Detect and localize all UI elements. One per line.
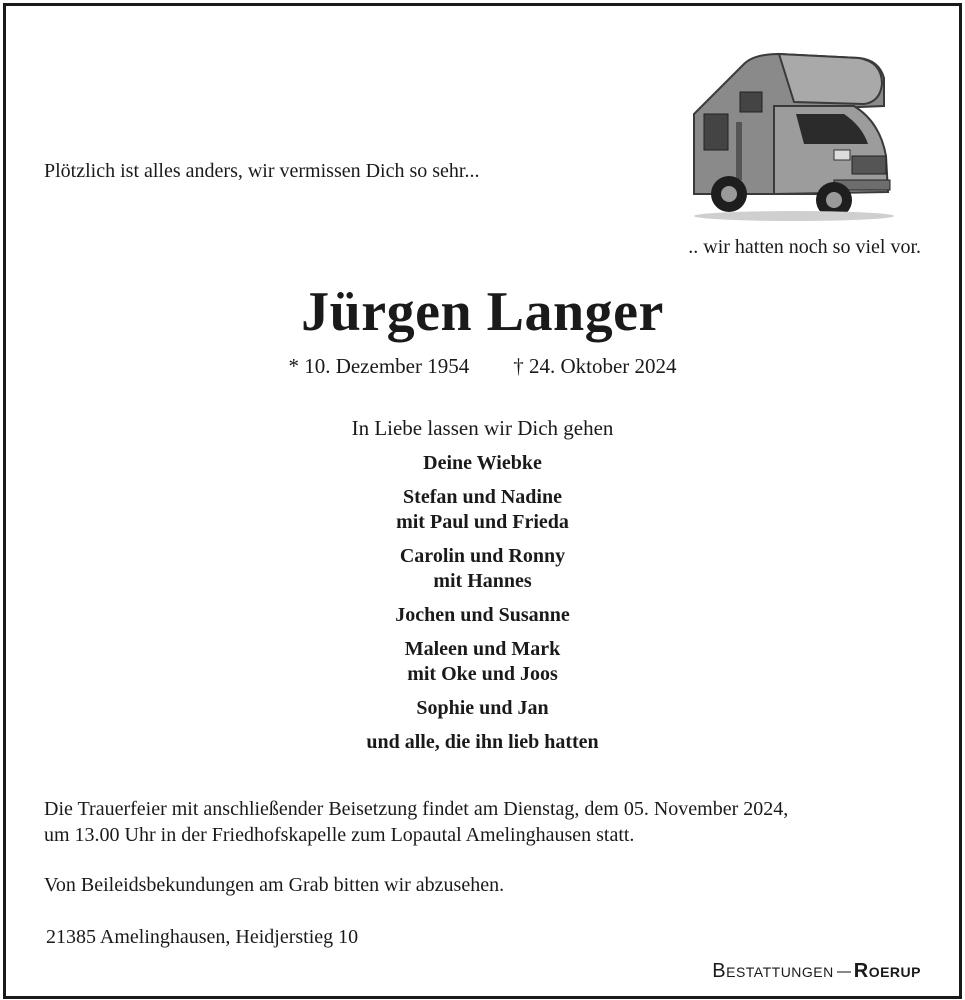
deceased-name: Jürgen Langer	[301, 281, 664, 343]
mourner-line: mit Hannes	[433, 570, 532, 592]
life-dates	[0, 354, 965, 379]
address: 21385 Amelinghausen, Heidjerstieg 10	[46, 926, 359, 948]
mourner-group	[0, 603, 965, 628]
funeral-info	[44, 796, 924, 848]
mourner-line: mit Paul und Frieda	[396, 511, 569, 533]
camper-van-icon	[684, 44, 894, 222]
mourner-group	[0, 451, 965, 476]
intro-right-text: .. wir hatten noch so viel vor.	[688, 236, 921, 258]
intro-left-text: Plötzlich ist alles anders, wir vermissen Dich so sehr...	[44, 160, 480, 182]
mourner-group	[0, 544, 965, 594]
mourner-line: Carolin und Ronny	[399, 545, 566, 567]
mourner-line: Jochen und Susanne	[395, 604, 570, 626]
mourners-lead: In Liebe lassen wir Dich gehen	[351, 416, 614, 440]
funeral-home-logo	[712, 960, 921, 983]
mourners-list	[0, 416, 965, 764]
death-date: † 24. Oktober 2024	[513, 354, 677, 378]
mourner-line: Stefan und Nadine	[403, 486, 562, 508]
funeral-line: um 13.00 Uhr in der Friedhofskapelle zum Lopautal Amelinghausen statt.	[44, 824, 635, 846]
logo-part-1: Bestattungen	[712, 960, 834, 982]
condolence-note: Von Beileidsbekundungen am Grab bitten wir abzusehen.	[44, 874, 505, 896]
mourner-line: mit Oke und Joos	[407, 663, 558, 685]
logo-divider	[837, 971, 851, 973]
birth-date: * 10. Dezember 1954	[288, 354, 470, 378]
funeral-line: Die Trauerfeier mit anschließender Beisetzung findet am Dienstag, dem 05. November 2024,	[44, 798, 789, 820]
mourner-line: Maleen und Mark	[404, 638, 561, 660]
mourner-line: und alle, die ihn lieb hatten	[366, 731, 599, 753]
mourner-group	[0, 637, 965, 687]
mourner-group	[0, 730, 965, 755]
mourner-line: Sophie und Jan	[416, 697, 549, 719]
mourner-group	[0, 485, 965, 535]
mourner-line: Deine Wiebke	[423, 452, 542, 474]
mourner-group	[0, 696, 965, 721]
logo-part-2: Roerup	[853, 960, 921, 982]
